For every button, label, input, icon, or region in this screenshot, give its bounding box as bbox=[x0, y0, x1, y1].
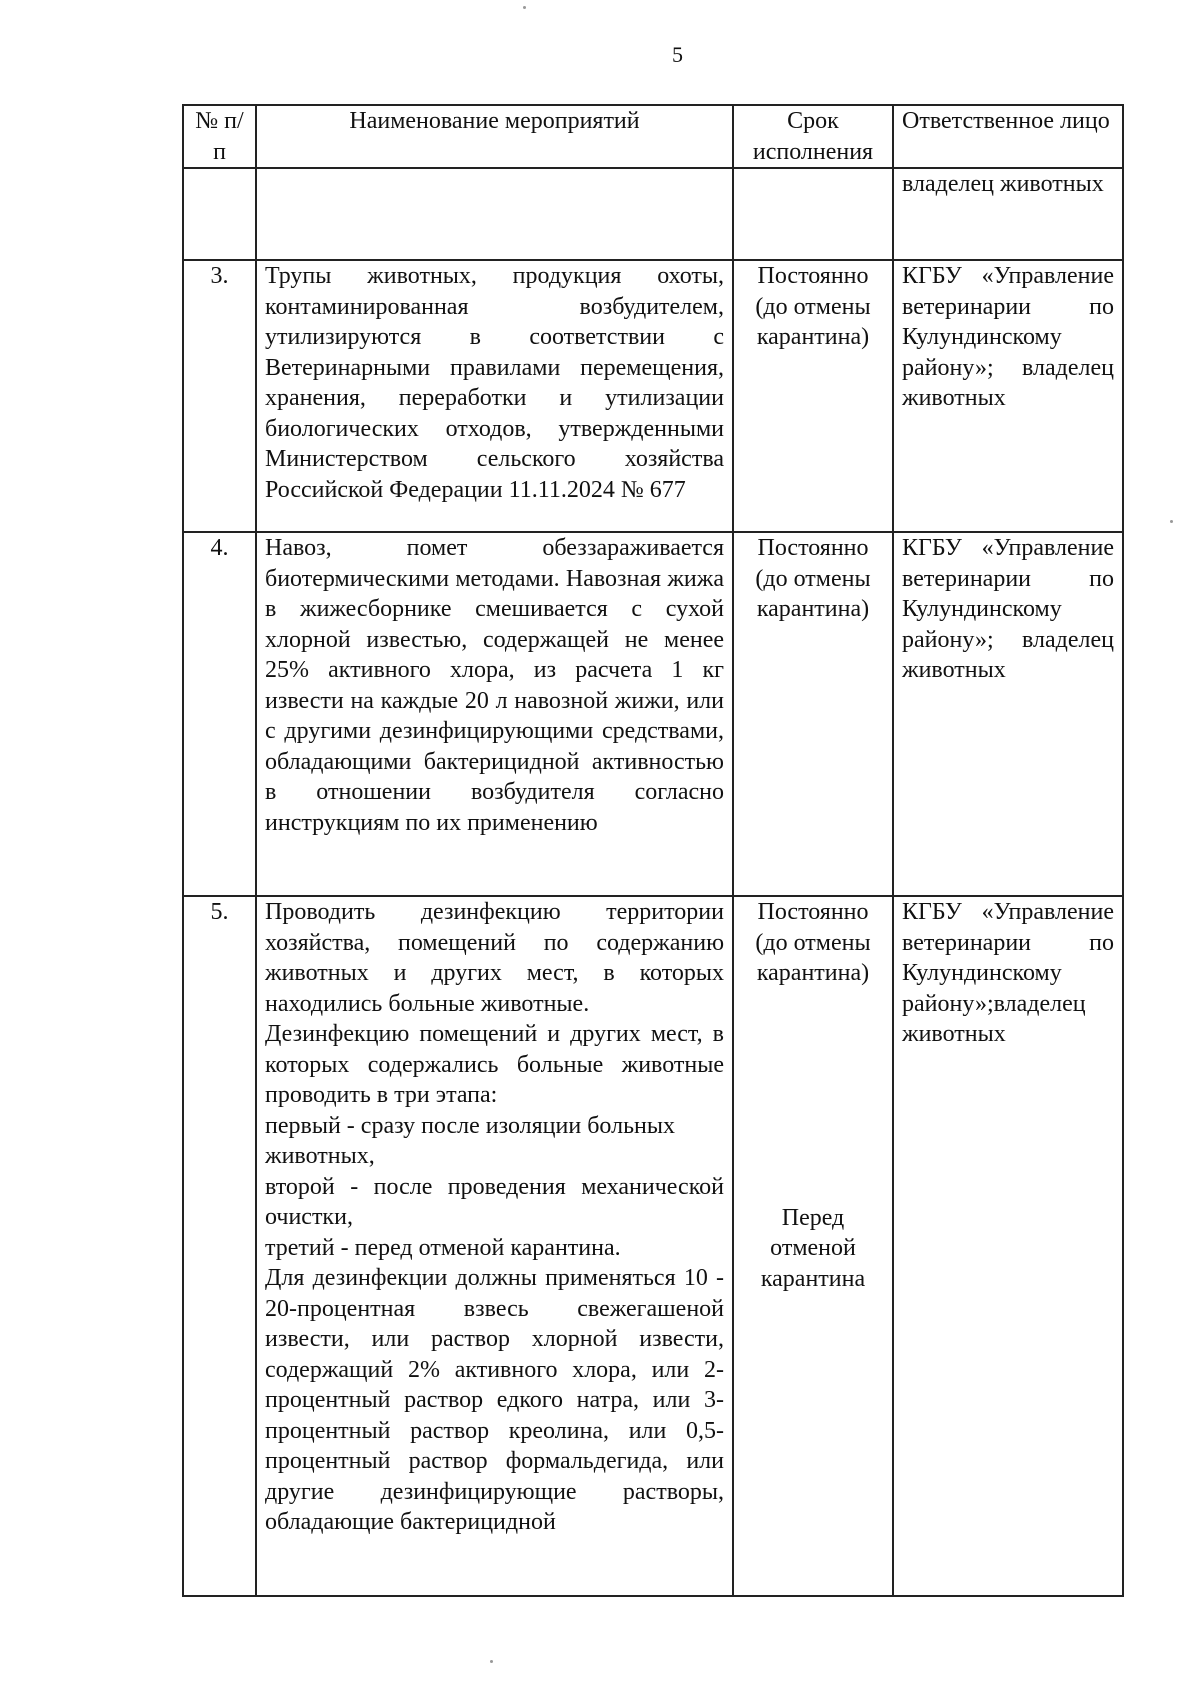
table-row bbox=[183, 260, 1123, 532]
table-row bbox=[183, 168, 1123, 260]
scan-speck bbox=[1170, 520, 1173, 523]
row-term bbox=[733, 896, 893, 1596]
row-term: Постоянно (до отмены карантина) bbox=[733, 260, 893, 532]
text-paragraph: первый - сразу после изоляции больных животных, bbox=[265, 1112, 675, 1169]
row-text: Навоз, помет обеззараживается биотермическими методами. Навозная жижа в жижесборнике смешивается с сухой хлорной известью, содержащей не менее 25% активного хлора, из расчета 1 кг извести на каждые 20 л навозной жижи, или с другими дезинфицирующими средствами, обладающими бактерицидной активностью в отношении возбудителя согласно инструкциям по их применению bbox=[256, 532, 733, 896]
row-responsible: КГБУ «Управление ветеринарии по Кулундинскому району»;владелец животных bbox=[893, 896, 1123, 1596]
header-name: Наименование мероприятий bbox=[256, 105, 733, 168]
row-responsible: КГБУ «Управление ветеринарии по Кулундинскому району»; владелец животных bbox=[893, 532, 1123, 896]
text-paragraph: Проводить дезинфекцию территории хозяйства, помещений по содержанию животных и других мест, в которых находились больные животные. bbox=[265, 899, 724, 1017]
scan-speck bbox=[490, 1660, 493, 1663]
row-term: Постоянно (до отмены карантина) bbox=[733, 532, 893, 896]
row-text bbox=[256, 168, 733, 260]
text-paragraph: Дезинфекцию помещений и других мест, в которых содержались больные животные проводить в три этапа: bbox=[265, 1021, 724, 1108]
scan-speck bbox=[523, 6, 526, 9]
row-num: 5. bbox=[183, 896, 256, 1596]
row-responsible: владелец животных bbox=[893, 168, 1123, 260]
measures-table bbox=[182, 104, 1124, 1597]
row-num: 4. bbox=[183, 532, 256, 896]
row-text bbox=[256, 896, 733, 1596]
table-header-row bbox=[183, 105, 1123, 168]
row-num: 3. bbox=[183, 260, 256, 532]
row-responsible: КГБУ «Управление ветеринарии по Кулундинскому району»; владелец животных bbox=[893, 260, 1123, 532]
header-responsible: Ответственное лицо bbox=[893, 105, 1123, 168]
term-first: Постоянно (до отмены карантина) bbox=[755, 899, 871, 986]
header-num: № п/п bbox=[183, 105, 256, 168]
page-number: 5 bbox=[672, 42, 683, 67]
text-paragraph: второй - после проведения механической очистки, bbox=[265, 1173, 724, 1230]
text-paragraph: третий - перед отменой карантина. bbox=[265, 1234, 621, 1261]
row-text: Трупы животных, продукция охоты, контаминированная возбудителем, утилизируются в соответствии с Ветеринарными правилами перемещения, хранения, переработки и утилизации биологических отходов, утвержденными Министерством сельского хозяйства Российской Федерации 11.11.2024 № 677 bbox=[256, 260, 733, 532]
table-row bbox=[183, 532, 1123, 896]
text-paragraph: Для дезинфекции должны применяться 10 - 20-процентная взвесь свежегашеной извести, или раствор хлорной извести, содержащий 2% активного хлора, или 2-процентный раствор едкого натра, или 3-процентный раствор креолина, или 0,5-процентный раствор формальдегида, или другие дезинфицирующие растворы, обладающие бактерицидной bbox=[265, 1265, 724, 1535]
term-second: Перед отменой карантина bbox=[760, 1204, 866, 1292]
row-term bbox=[733, 168, 893, 260]
header-term: Срок исполнения bbox=[733, 105, 893, 168]
row-num bbox=[183, 168, 256, 260]
term-spacer bbox=[742, 989, 884, 1203]
table-row bbox=[183, 896, 1123, 1596]
